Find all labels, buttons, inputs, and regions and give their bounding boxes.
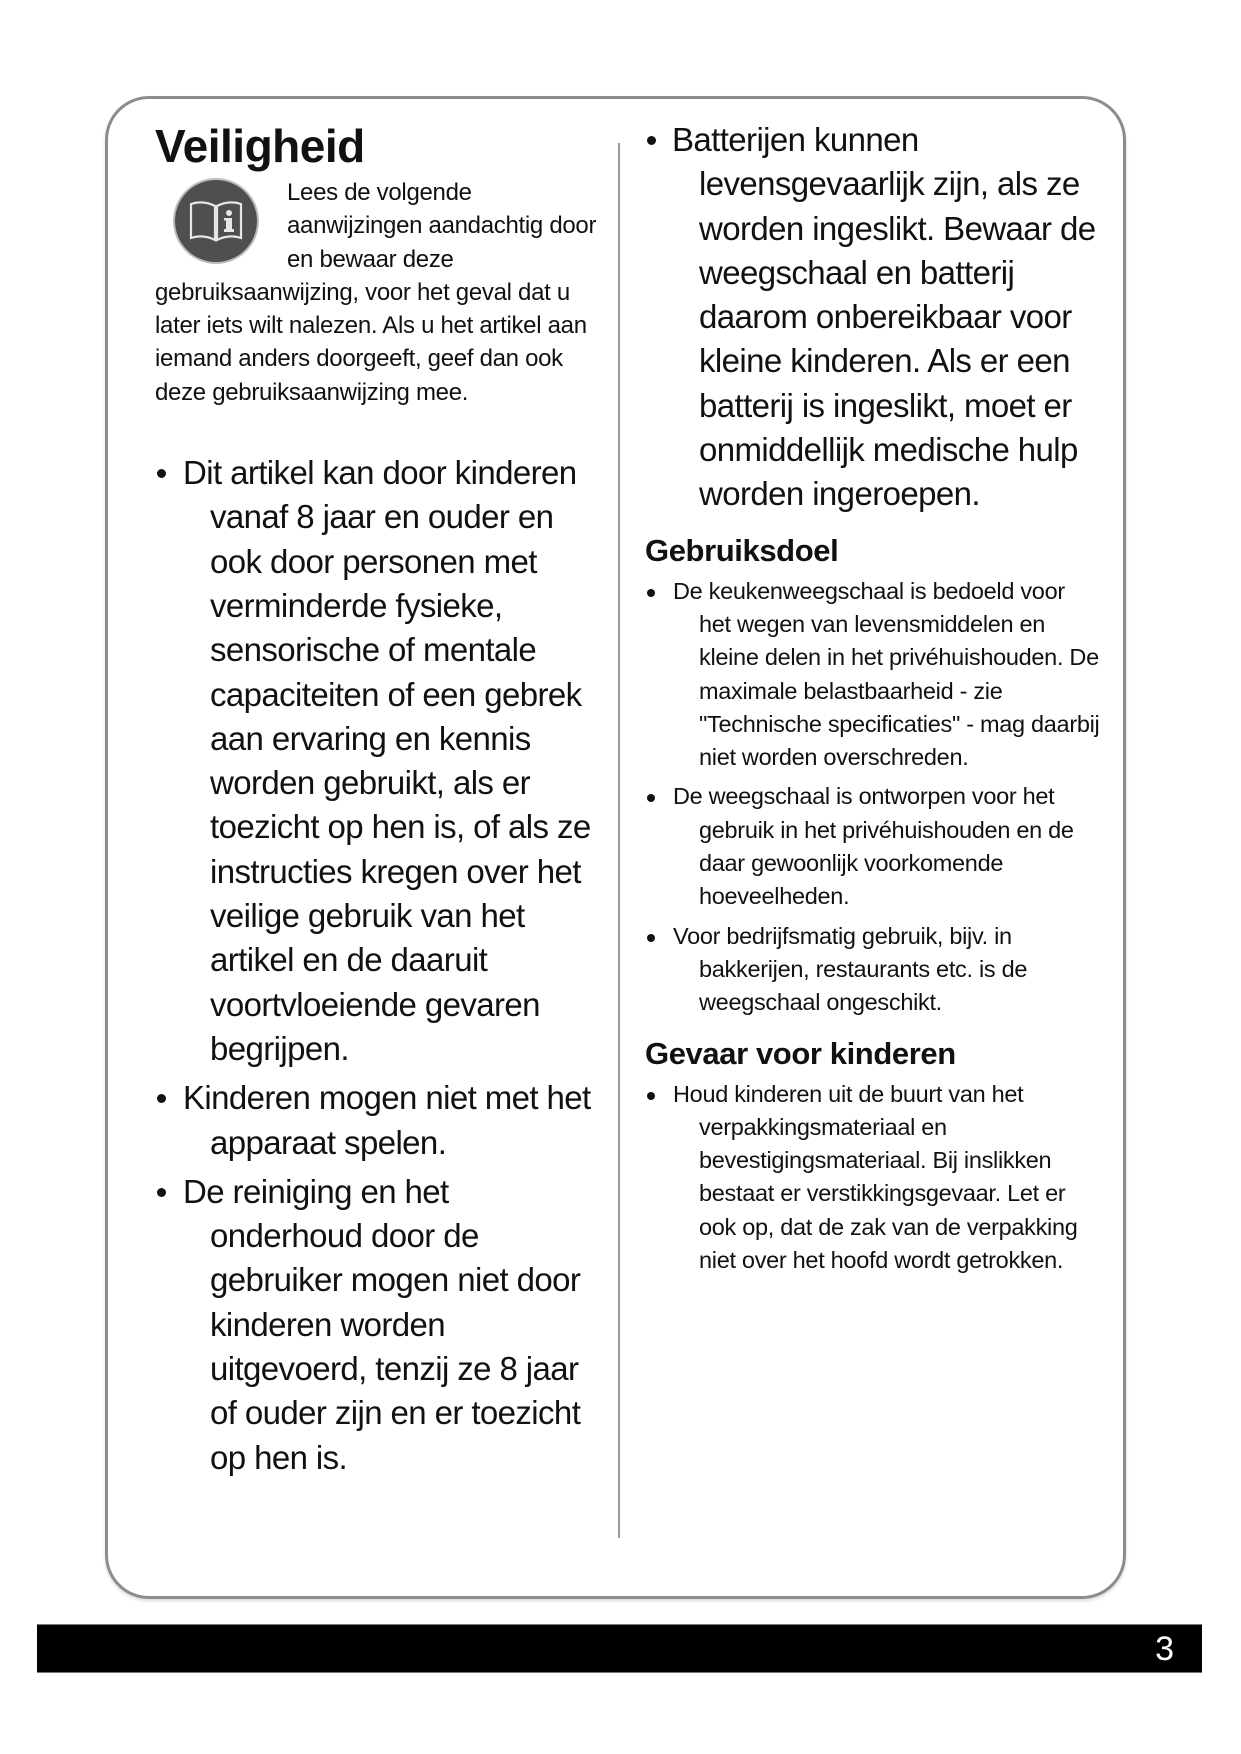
right-column [645, 118, 1100, 1283]
list-item: Batterijen kunnen levensgevaarlijk zijn, als ze worden ingeslikt. Bewaar de weegschaal en batterij daarom onbereikbaar voor kleine kinderen. Als er een batterij is ingeslikt, moet er onmiddellijk medische hulp worden ingeroepen. [645, 118, 1100, 517]
intended-use-list [645, 575, 1100, 1020]
list-item: Dit artikel kan door kinderen vanaf 8 jaar en ouder en ook door personen met verminderde fysieke, sensorische of mentale capaciteiten of een gebrek aan ervaring en kennis worden gebruikt, als er toezicht op hen is, of als ze instructies kregen over het veilige gebruik van het artikel en de daaruit voortvloeiende gevaren begrijpen. [155, 451, 600, 1071]
read-manual-info-icon [175, 180, 257, 262]
bullet-icon [647, 1092, 655, 1100]
section-heading-intended-use: Gebruiksdoel [645, 532, 839, 568]
left-column [155, 118, 600, 1485]
column-divider [618, 143, 620, 1538]
intro-text: Lees de volgende aanwijzingen aandachtig door en bewaar deze gebruiksaanwijzing, voor het geval dat u later iets wilt nalezen. Als u het artikel aan iemand anders doorgeeft, geef dan ook deze gebruiksaanwijzing mee. [155, 179, 597, 406]
intro-paragraph [155, 176, 600, 409]
list-item: De keukenweegschaal is bedoeld voor het wegen van levensmiddelen en kleine delen in het privéhuishouden. De maximale belastbaarheid - zie "Technische specificaties" - mag daarbij niet worden overschreden. [645, 575, 1100, 775]
bullet-icon [647, 136, 656, 145]
section-heading-child-danger: Gevaar voor kinderen [645, 1035, 956, 1071]
page-number: 3 [1155, 1630, 1174, 1668]
list-item: De weegschaal is ontworpen voor het gebruik in het privéhuishouden en de daar gewoonlijk voorkomende hoeveelheden. [645, 780, 1100, 913]
footer-bar [37, 1624, 1202, 1673]
page-title: Veiligheid [155, 120, 365, 172]
list-item: De reiniging en het onderhoud door de gebruiker mogen niet door kinderen worden uitgevoerd, tenzij ze 8 jaar of ouder zijn en er toezicht op hen is. [155, 1170, 600, 1480]
list-item: Houd kinderen uit de buurt van het verpakkingsmateriaal en bevestigingsmateriaal. Bij inslikken bestaat er verstikkingsgevaar. Let er ook op, dat de zak van de verpakking niet over het hoofd wordt getrokken. [645, 1078, 1100, 1278]
bullet-icon [647, 589, 655, 597]
bullet-icon [647, 934, 655, 942]
bullet-icon [157, 1094, 166, 1103]
battery-warning-list [645, 118, 1100, 517]
bullet-icon [647, 794, 655, 802]
list-item: Kinderen mogen niet met het apparaat spelen. [155, 1076, 600, 1165]
list-item: Voor bedrijfsmatig gebruik, bijv. in bakkerijen, restaurants etc. is de weegschaal ongeschikt. [645, 920, 1100, 1020]
bullet-icon [157, 1188, 166, 1197]
child-danger-list [645, 1078, 1100, 1278]
safety-bullet-list [155, 451, 600, 1480]
bullet-icon [157, 469, 166, 478]
